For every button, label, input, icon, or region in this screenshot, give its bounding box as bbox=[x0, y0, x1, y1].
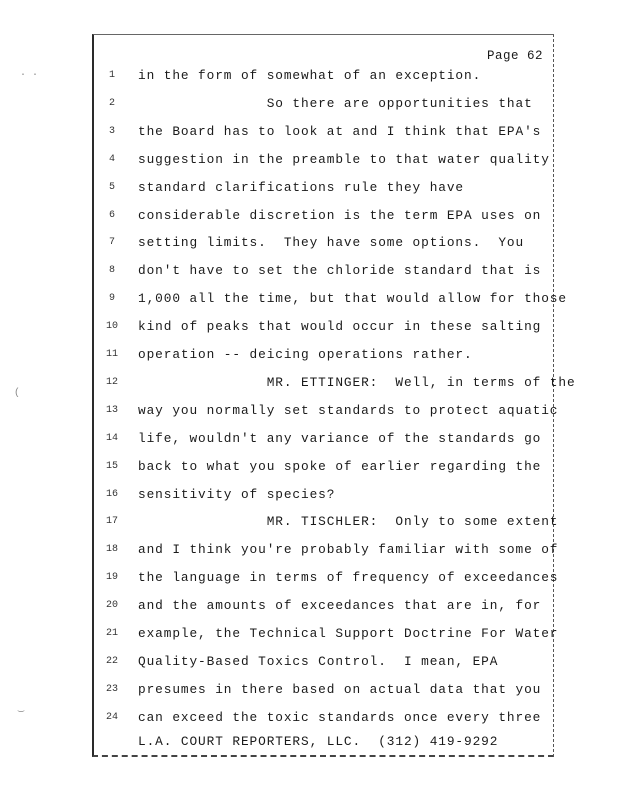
transcript-line: life, wouldn't any variance of the standards go bbox=[138, 430, 542, 446]
line-number: 21 bbox=[105, 628, 118, 639]
transcript-line: suggestion in the preamble to that water quality bbox=[138, 151, 550, 167]
line-number: 13 bbox=[105, 404, 118, 416]
transcript-line: setting limits. They have some options. You bbox=[138, 235, 525, 251]
transcript-line: and the amounts of exceedances that are in, for bbox=[138, 598, 542, 614]
transcript-line: back to what you spoke of earlier regarding the bbox=[138, 458, 542, 474]
line-number: 1 bbox=[108, 70, 115, 81]
line-number: 24 bbox=[105, 711, 118, 723]
margin-scan-mark: ( bbox=[14, 388, 21, 399]
margin-scan-mark: · · bbox=[20, 70, 39, 81]
transcript-line: MR. TISCHLER: Only to some extent bbox=[138, 514, 559, 530]
transcript-line: in the form of somewhat of an exception. bbox=[138, 68, 482, 83]
line-number: 11 bbox=[105, 349, 118, 360]
transcript-line: So there are opportunities that bbox=[138, 95, 533, 111]
line-number: 2 bbox=[108, 97, 115, 109]
court-reporter-footer: L.A. COURT REPORTERS, LLC. (312) 419-9292 bbox=[138, 734, 499, 749]
line-number: 20 bbox=[105, 600, 118, 612]
line-number: 10 bbox=[105, 321, 118, 333]
transcript-line: sensitivity of species? bbox=[138, 486, 336, 502]
transcript-line: Quality-Based Toxics Control. I mean, EPA bbox=[138, 653, 499, 669]
line-number: 4 bbox=[108, 153, 115, 165]
line-number: 17 bbox=[105, 516, 118, 528]
line-number: 5 bbox=[108, 181, 115, 193]
transcript-line: the language in terms of frequency of exceedances bbox=[138, 570, 559, 586]
line-number: 12 bbox=[105, 376, 118, 388]
transcript-line: don't have to set the chloride standard that is bbox=[138, 263, 542, 279]
line-number: 15 bbox=[105, 460, 118, 472]
line-number: 14 bbox=[105, 432, 118, 444]
line-number: 23 bbox=[105, 683, 118, 695]
transcript-line: considerable discretion is the term EPA uses on bbox=[138, 207, 542, 223]
transcript-line: way you normally set standards to protect aquatic bbox=[138, 402, 559, 418]
transcript-line: operation -- deicing operations rather. bbox=[138, 347, 473, 362]
line-number: 22 bbox=[105, 655, 118, 667]
transcript-line: the Board has to look at and I think that EPA's bbox=[138, 123, 542, 139]
line-number: 7 bbox=[108, 237, 115, 249]
transcript-line: kind of peaks that would occur in these salting bbox=[138, 319, 542, 335]
margin-scan-mark: ‿ bbox=[18, 703, 25, 714]
line-number: 18 bbox=[105, 544, 118, 556]
transcript-line: presumes in there based on actual data that you bbox=[138, 681, 542, 697]
line-number: 19 bbox=[105, 572, 118, 584]
line-number: 9 bbox=[108, 293, 115, 305]
transcript-line: 1,000 all the time, but that would allow for those bbox=[138, 291, 567, 307]
transcript-line: example, the Technical Support Doctrine For Water bbox=[138, 626, 559, 641]
transcript-line: MR. ETTINGER: Well, in terms of the bbox=[138, 374, 576, 390]
transcript-line: can exceed the toxic standards once every three bbox=[138, 709, 542, 725]
line-number: 8 bbox=[108, 265, 115, 277]
transcript-line: and I think you're probably familiar with some of bbox=[138, 542, 559, 558]
page-number: Page 62 bbox=[486, 49, 543, 63]
line-number: 6 bbox=[108, 209, 115, 221]
page-frame bbox=[92, 34, 554, 757]
line-number: 16 bbox=[105, 488, 118, 500]
transcript-line: standard clarifications rule they have bbox=[138, 179, 465, 195]
line-number: 3 bbox=[108, 125, 115, 137]
